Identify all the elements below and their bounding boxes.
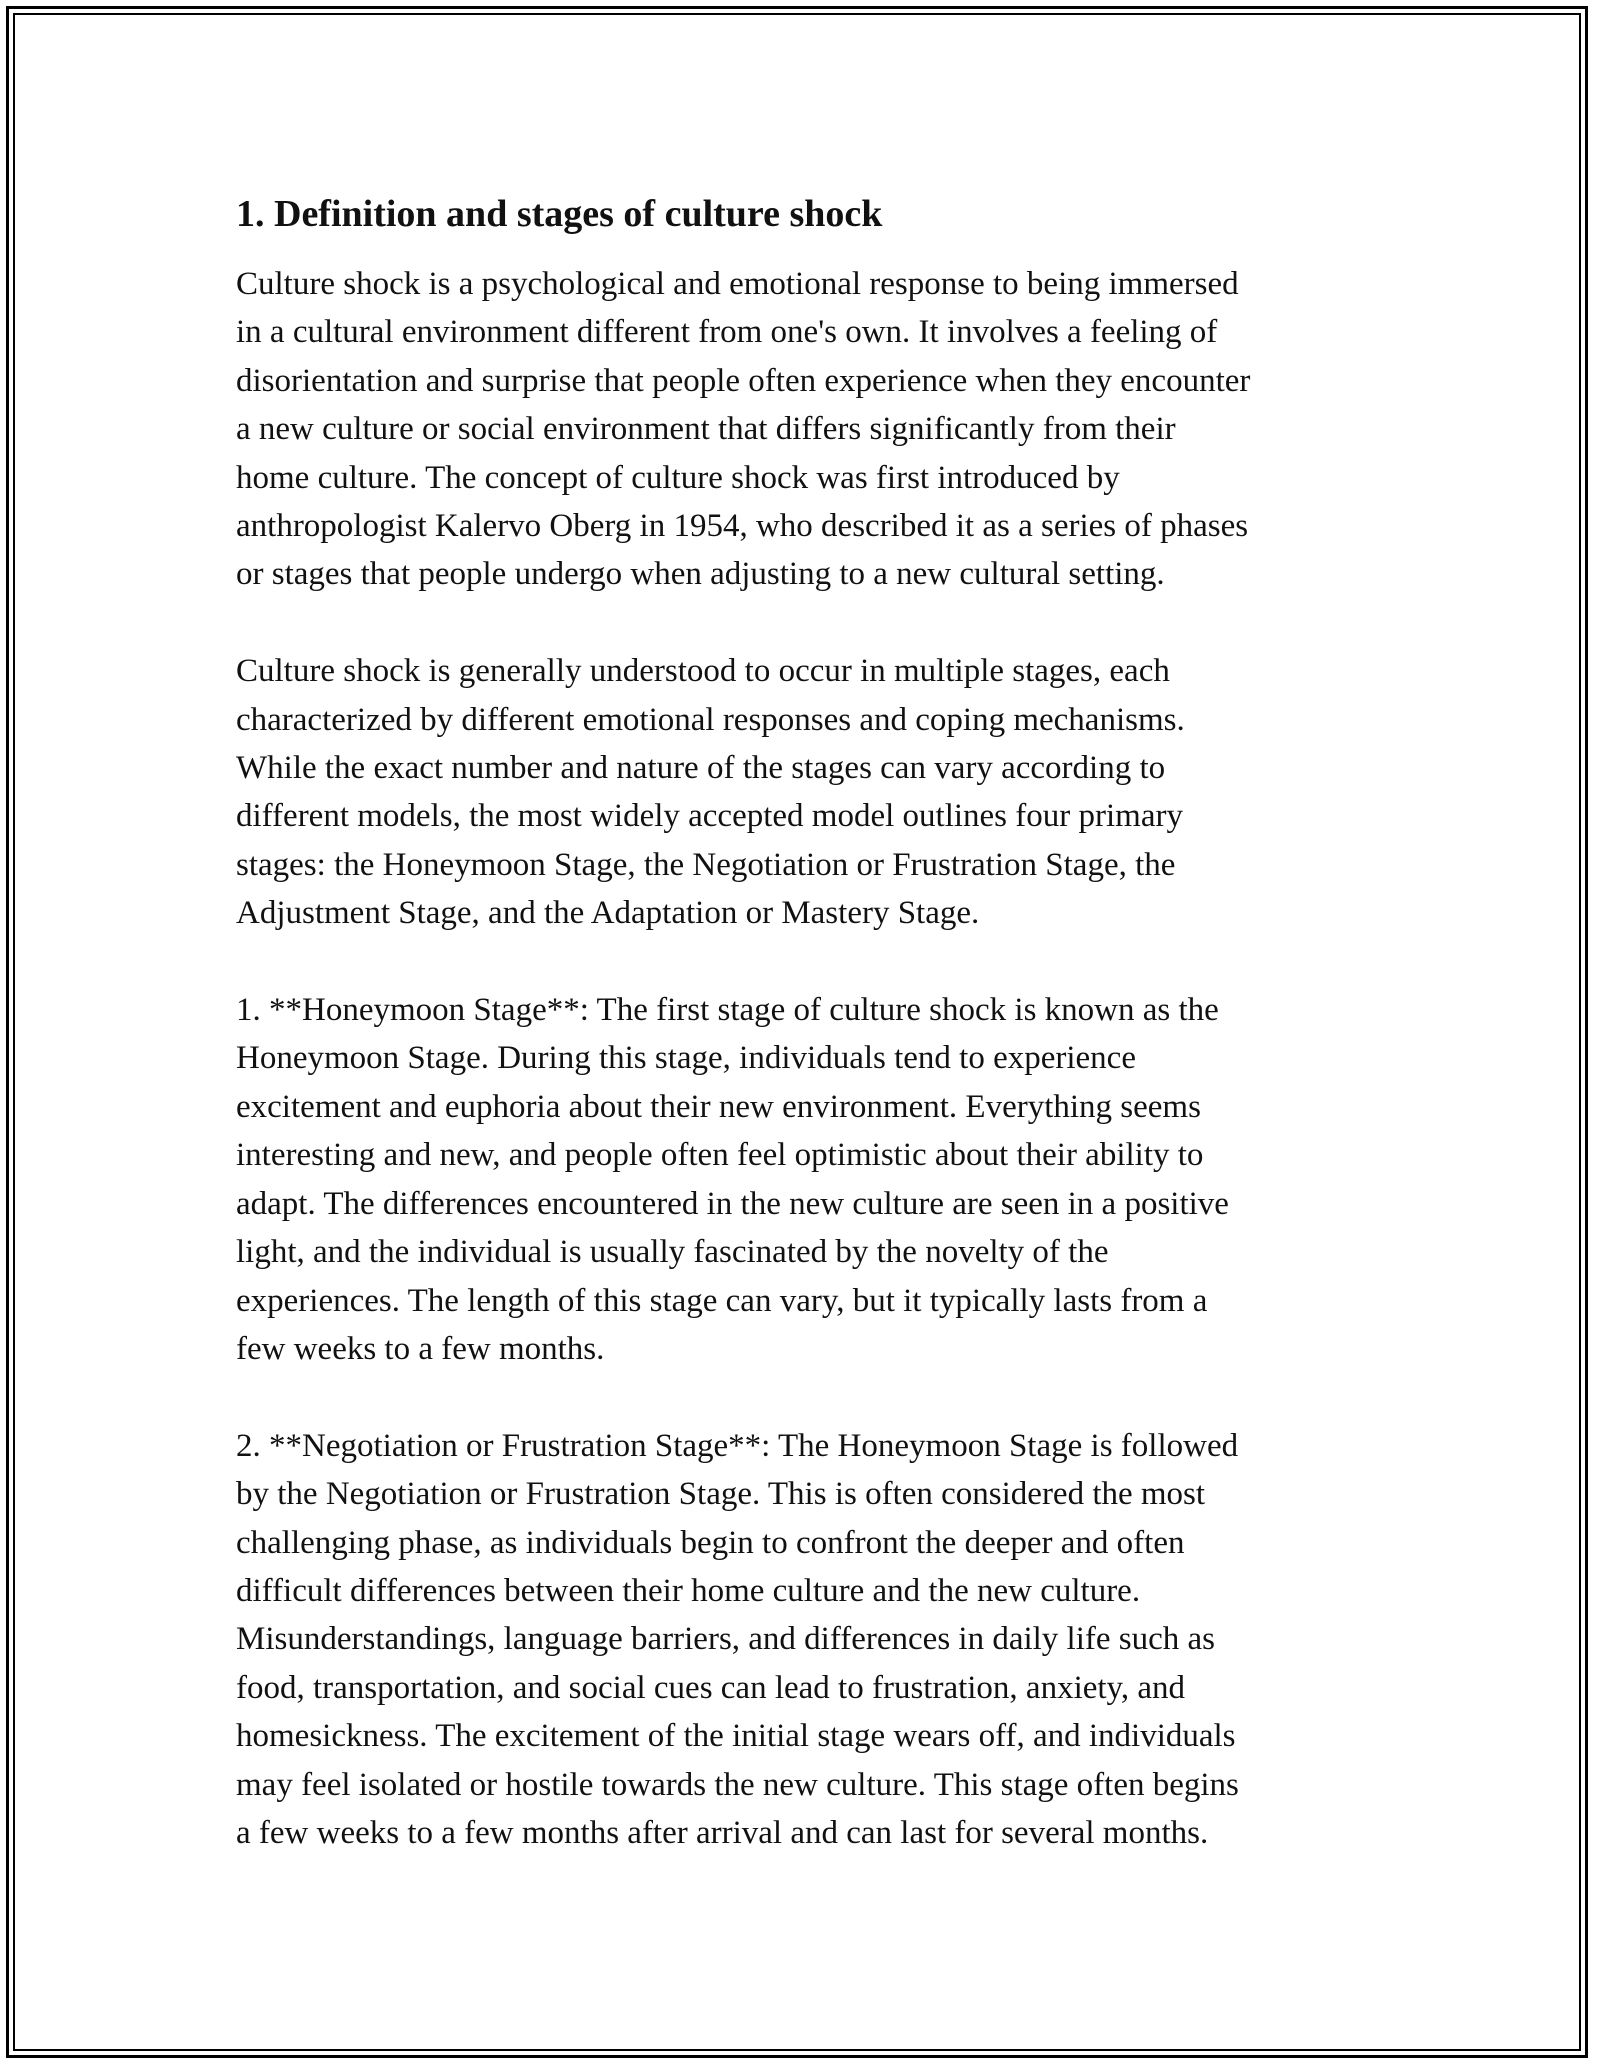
text-line: characterized by different emotional responses and coping mechanisms. <box>236 701 1185 738</box>
text-line: Misunderstandings, language barriers, and differences in daily life such as <box>236 1621 1216 1658</box>
text-line: 1. **Honeymoon Stage**: The first stage of culture shock is known as the <box>236 992 1219 1029</box>
paragraph-negotiation-stage <box>236 1422 1396 1858</box>
text-line: food, transportation, and social cues can lead to frustration, anxiety, and <box>236 1669 1186 1706</box>
text-line: different models, the most widely accepted model outlines four primary <box>236 798 1183 835</box>
text-line: adapt. The differences encountered in the new culture are seen in a positive <box>236 1185 1229 1222</box>
text-line: in a cultural environment different from one's own. It involves a feeling of <box>236 314 1218 351</box>
text-line: light, and the individual is usually fascinated by the novelty of the <box>236 1234 1109 1271</box>
paragraph-stages-overview <box>236 647 1396 937</box>
text-line: a new culture or social environment that differs significantly from their <box>236 411 1176 448</box>
text-line: disorientation and surprise that people often experience when they encounter <box>236 362 1251 399</box>
text-line: experiences. The length of this stage can vary, but it typically lasts from a <box>236 1282 1208 1319</box>
text-line: by the Negotiation or Frustration Stage. This is often considered the most <box>236 1476 1206 1513</box>
section-heading: 1. Definition and stages of culture shock <box>236 193 883 235</box>
paragraph-honeymoon-stage <box>236 986 1396 1373</box>
text-line: excitement and euphoria about their new environment. Everything seems <box>236 1088 1201 1125</box>
text-line: Culture shock is a psychological and emotional response to being immersed <box>236 266 1239 302</box>
text-line: or stages that people undergo when adjusting to a new cultural setting. <box>236 556 1165 593</box>
text-line: difficult differences between their home culture and the new culture. <box>236 1572 1141 1609</box>
text-line: Honeymoon Stage. During this stage, individuals tend to experience <box>236 1040 1136 1077</box>
text-line: interesting and new, and people often feel optimistic about their ability to <box>236 1137 1204 1174</box>
text-line: few weeks to a few months. <box>236 1330 605 1367</box>
text-line: Adjustment Stage, and the Adaptation or Mastery Stage. <box>236 895 980 932</box>
text-line: challenging phase, as individuals begin to confront the deeper and often <box>236 1524 1185 1561</box>
text-line: While the exact number and nature of the stages can vary according to <box>236 750 1166 787</box>
text-line: may feel isolated or hostile towards the new culture. This stage often begins <box>236 1766 1239 1803</box>
text-line: 2. **Negotiation or Frustration Stage**: The Honeymoon Stage is followed <box>236 1427 1239 1464</box>
text-line: stages: the Honeymoon Stage, the Negotiation or Frustration Stage, the <box>236 846 1176 883</box>
text-line: home culture. The concept of culture shock was first introduced by <box>236 459 1120 496</box>
text-line: homesickness. The excitement of the initial stage wears off, and individuals <box>236 1718 1236 1755</box>
paragraph-definition <box>236 260 1396 599</box>
text-line: a few weeks to a few months after arrival and can last for several months. <box>236 1814 1209 1851</box>
text-line: anthropologist Kalervo Oberg in 1954, who described it as a series of phases <box>236 508 1249 545</box>
text-line: Culture shock is generally understood to occur in multiple stages, each <box>236 653 1170 690</box>
document-body <box>236 188 1396 1906</box>
